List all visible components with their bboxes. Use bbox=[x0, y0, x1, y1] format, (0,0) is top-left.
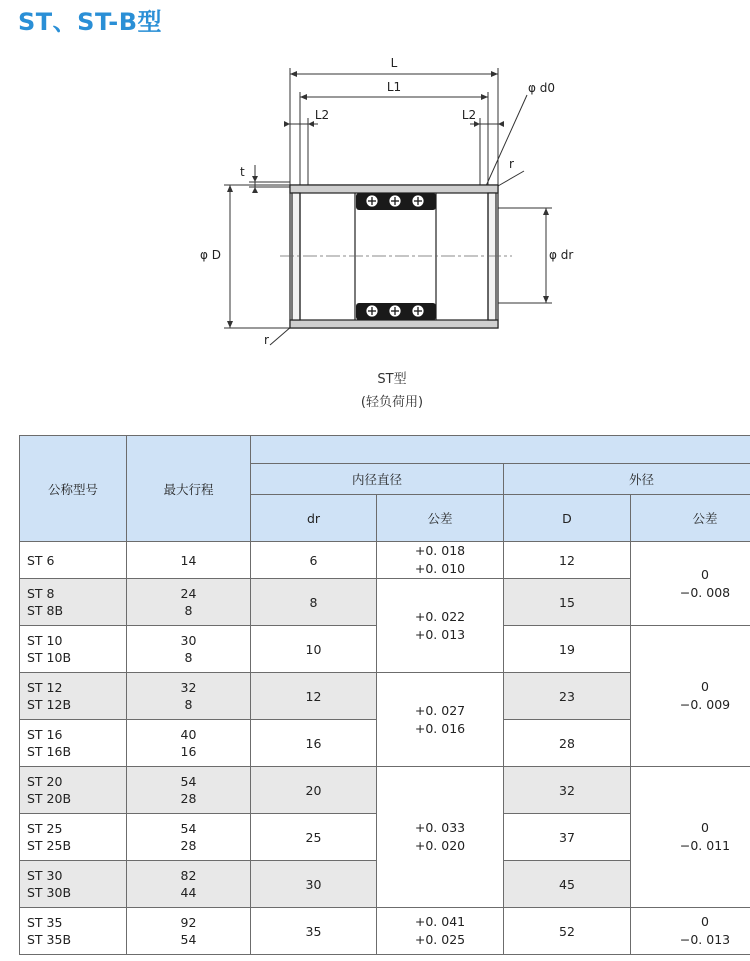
header-dr: dr bbox=[251, 495, 377, 542]
outer-tolerance-upper: 0 bbox=[701, 566, 709, 582]
label-L1: L1 bbox=[386, 80, 402, 94]
D-cell: 12 bbox=[504, 542, 631, 579]
outer-tolerance-upper: 0 bbox=[701, 679, 709, 694]
spec-table bbox=[19, 435, 750, 955]
dr-cell: 10 bbox=[251, 626, 377, 673]
model-cell-b: ST 10B bbox=[27, 650, 72, 665]
header-stroke: 最大行程 bbox=[127, 436, 251, 542]
model-cell: ST 20 bbox=[27, 774, 63, 789]
stroke-cell: 92 bbox=[180, 915, 197, 930]
table-row bbox=[20, 542, 750, 579]
table-row bbox=[20, 908, 750, 955]
stroke-cell-b: 8 bbox=[184, 697, 193, 712]
stroke-cell-b: 8 bbox=[184, 603, 193, 618]
model-cell-b: ST 20B bbox=[27, 791, 72, 806]
stroke-cell: 30 bbox=[180, 633, 197, 648]
stroke-cell: 82 bbox=[180, 868, 197, 883]
table-row bbox=[20, 767, 750, 814]
model-cell: ST 30 bbox=[27, 868, 63, 883]
inner-tolerance-lower: +0. 025 bbox=[414, 932, 466, 947]
model-cell: ST 10 bbox=[27, 633, 63, 648]
label-t: t bbox=[240, 165, 245, 179]
inner-tolerance-lower: +0. 010 bbox=[414, 561, 466, 576]
dr-cell: 30 bbox=[251, 861, 377, 908]
stroke-cell: 54 bbox=[180, 821, 197, 836]
stroke-cell-b: 8 bbox=[184, 650, 193, 665]
model-cell: ST 25 bbox=[27, 821, 63, 836]
D-cell: 23 bbox=[504, 673, 631, 720]
D-cell: 28 bbox=[504, 720, 631, 767]
inner-tolerance-lower: +0. 020 bbox=[414, 838, 466, 853]
dr-cell: 20 bbox=[251, 767, 377, 814]
dr-cell: 16 bbox=[251, 720, 377, 767]
inner-tolerance-upper: +0. 018 bbox=[414, 543, 466, 558]
D-cell: 45 bbox=[504, 861, 631, 908]
label-r-top: r bbox=[509, 157, 514, 171]
D-cell: 15 bbox=[504, 579, 631, 626]
label-L: L bbox=[390, 56, 398, 70]
label-d0: φ d0 bbox=[528, 81, 555, 95]
stroke-cell: 54 bbox=[180, 774, 197, 789]
inner-tolerance-upper: +0. 041 bbox=[414, 914, 466, 929]
inner-tolerance-upper: +0. 022 bbox=[414, 608, 466, 624]
stroke-cell: 24 bbox=[180, 586, 197, 601]
header-inner-tolerance: 公差 bbox=[377, 495, 504, 542]
stroke-cell-b: 28 bbox=[180, 791, 197, 806]
header-outer-diameter: 外径 bbox=[504, 464, 750, 495]
page-title: ST、ST-B型 bbox=[18, 8, 163, 36]
model-cell: ST 35 bbox=[27, 915, 63, 930]
model-cell-b: ST 30B bbox=[27, 885, 72, 900]
header-spacer bbox=[251, 436, 750, 464]
D-cell: 37 bbox=[504, 814, 631, 861]
inner-tolerance-lower: +0. 016 bbox=[414, 720, 466, 736]
D-cell: 52 bbox=[504, 908, 631, 955]
stroke-cell-b: 44 bbox=[180, 885, 197, 900]
stroke-cell: 40 bbox=[180, 727, 197, 742]
dr-cell: 12 bbox=[251, 673, 377, 720]
figure-caption-type: ST型 bbox=[377, 372, 407, 387]
label-L2-right: L2 bbox=[461, 108, 477, 122]
model-cell-b: ST 16B bbox=[27, 744, 72, 759]
stroke-cell-b: 28 bbox=[180, 838, 197, 853]
label-D: φ D bbox=[200, 248, 221, 262]
inner-tolerance-upper: +0. 033 bbox=[414, 820, 466, 835]
stroke-cell: 32 bbox=[180, 680, 197, 695]
model-cell: ST 12 bbox=[27, 680, 63, 695]
dr-cell: 8 bbox=[251, 579, 377, 626]
label-r-bottom: r bbox=[264, 333, 269, 347]
bushing-drawing bbox=[0, 40, 750, 360]
figure-caption-note: (轻负荷用) bbox=[360, 395, 424, 410]
inner-tolerance-lower: +0. 013 bbox=[414, 626, 466, 642]
header-outer-tolerance: 公差 bbox=[631, 495, 750, 542]
D-cell: 32 bbox=[504, 767, 631, 814]
model-cell-b: ST 35B bbox=[27, 932, 72, 947]
model-cell-b: ST 25B bbox=[27, 838, 72, 853]
stroke-cell: 14 bbox=[180, 552, 197, 568]
stroke-cell-b: 54 bbox=[180, 932, 197, 947]
header-inner-diameter: 内径直径 bbox=[251, 464, 504, 495]
D-cell: 19 bbox=[504, 626, 631, 673]
dr-cell: 35 bbox=[251, 908, 377, 955]
model-cell-b: ST 12B bbox=[27, 697, 72, 712]
header-model: 公称型号 bbox=[20, 436, 127, 542]
header-D: D bbox=[504, 495, 631, 542]
outer-tolerance-upper: 0 bbox=[701, 914, 709, 929]
model-cell: ST 8 bbox=[27, 586, 55, 601]
dr-cell: 25 bbox=[251, 814, 377, 861]
label-L2-left: L2 bbox=[314, 108, 330, 122]
label-dr: φ dr bbox=[549, 248, 574, 262]
outer-tolerance-lower: −0. 011 bbox=[679, 838, 731, 853]
outer-tolerance-lower: −0. 009 bbox=[679, 697, 731, 712]
outer-tolerance-upper: 0 bbox=[701, 820, 709, 835]
model-cell: ST 16 bbox=[27, 727, 63, 742]
stroke-cell-b: 16 bbox=[180, 744, 197, 759]
inner-tolerance-upper: +0. 027 bbox=[414, 702, 466, 718]
model-cell-b: ST 8B bbox=[27, 603, 64, 618]
model-cell: ST 6 bbox=[27, 552, 55, 568]
dr-cell: 6 bbox=[251, 542, 377, 579]
outer-tolerance-lower: −0. 008 bbox=[679, 584, 731, 600]
outer-tolerance-lower: −0. 013 bbox=[679, 932, 731, 947]
